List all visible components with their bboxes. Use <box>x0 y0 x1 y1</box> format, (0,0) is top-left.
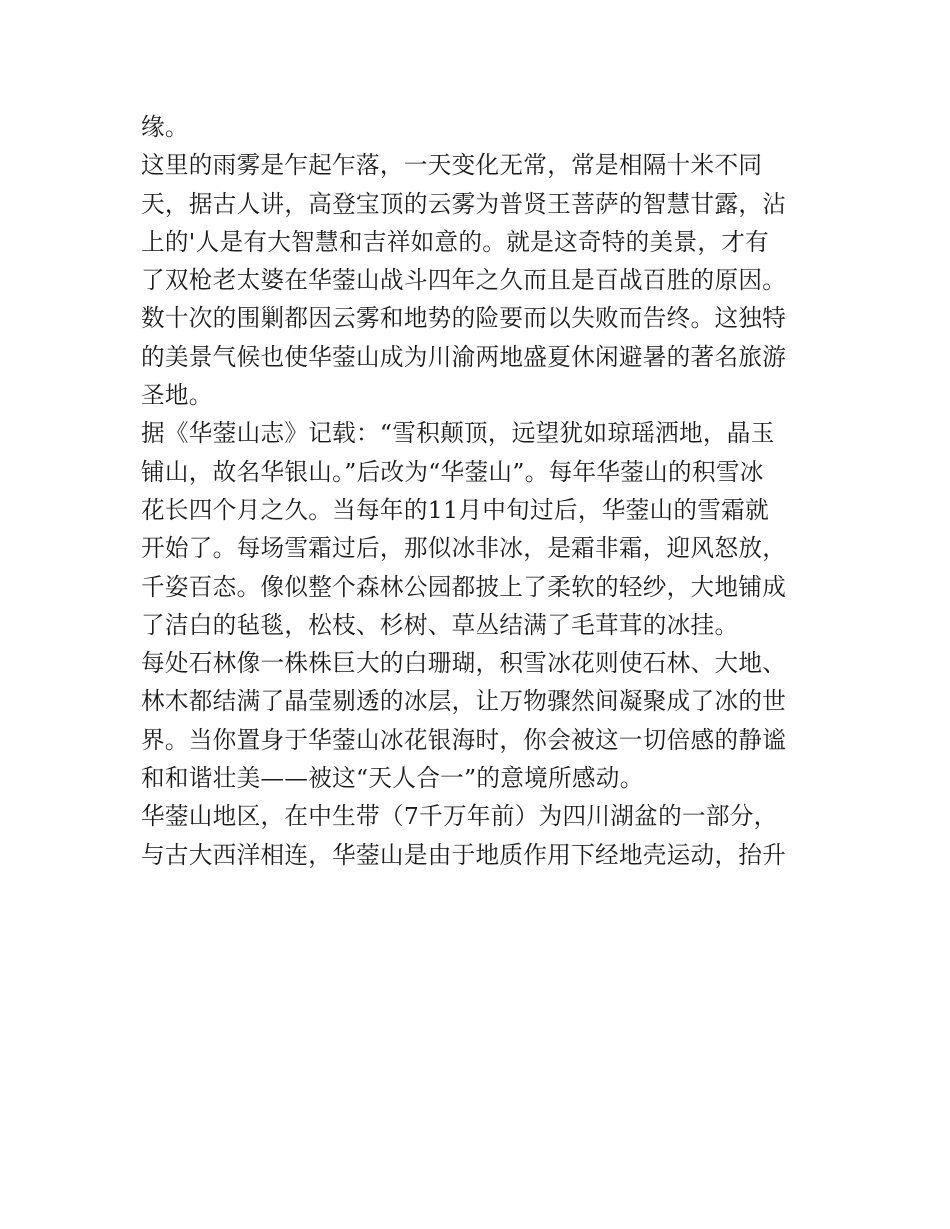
text-line: 天，据古人讲，高登宝顶的云雾为普贤王菩萨的智慧甘露，沾 <box>141 189 787 218</box>
text-line: 开始了。每场雪霜过后，那似冰非冰，是霜非霜，迎风怒放， <box>141 534 787 563</box>
text-line: 与古大西洋相连，华蓥山是由于地质作用下经地壳运动，抬升 <box>141 840 787 869</box>
text-line: 和和谐壮美——被这“天人合一”的意境所感动。 <box>141 764 644 793</box>
text-line: 这里的雨雾是乍起乍落，一天变化无常，常是相隔十米不同 <box>141 151 763 180</box>
text-line: 花长四个月之久。当每年的11月中旬过后，华蓥山的雪霜就 <box>141 495 769 524</box>
text-line: 的美景气候也使华蓥山成为川渝两地盛夏休闲避暑的著名旅游 <box>141 342 787 371</box>
text-line: 缘。 <box>141 113 189 141</box>
text-line: 华蓥山地区，在中生带（7千万年前）为四川湖盆的一部分， <box>141 802 778 831</box>
text-line: 据《华蓥山志》记载：“雪积颠顶，远望犹如琼瑶洒地，晶玉 <box>141 419 775 448</box>
text-line: 上的'人是有大智慧和吉祥如意的。就是这奇特的美景，才有 <box>141 227 770 256</box>
text-line: 了双枪老太婆在华蓥山战斗四年之久而且是百战百胜的原因。 <box>141 266 787 295</box>
text-line: 圣地。 <box>141 381 213 410</box>
text-line: 千姿百态。像似整个森林公园都披上了柔软的轻纱，大地铺成 <box>141 572 787 601</box>
text-line: 林木都结满了晶莹剔透的冰层，让万物骤然间凝聚成了冰的世 <box>141 687 787 716</box>
text-line: 界。当你置身于华蓥山冰花银海时，你会被这一切倍感的静谧 <box>141 725 787 754</box>
text-line: 每处石林像一株株巨大的白珊瑚，积雪冰花则使石林、大地、 <box>141 649 787 678</box>
text-line: 了洁白的毡毯，松枝、杉树、草丛结满了毛茸茸的冰挂。 <box>141 610 739 639</box>
text-line: 数十次的围剿都因云雾和地势的险要而以失败而告终。这独特 <box>141 304 787 333</box>
document-body <box>141 108 821 874</box>
text-line: 铺山，故名华银山。”后改为“华蓥山”。每年华蓥山的积雪冰 <box>141 457 764 486</box>
